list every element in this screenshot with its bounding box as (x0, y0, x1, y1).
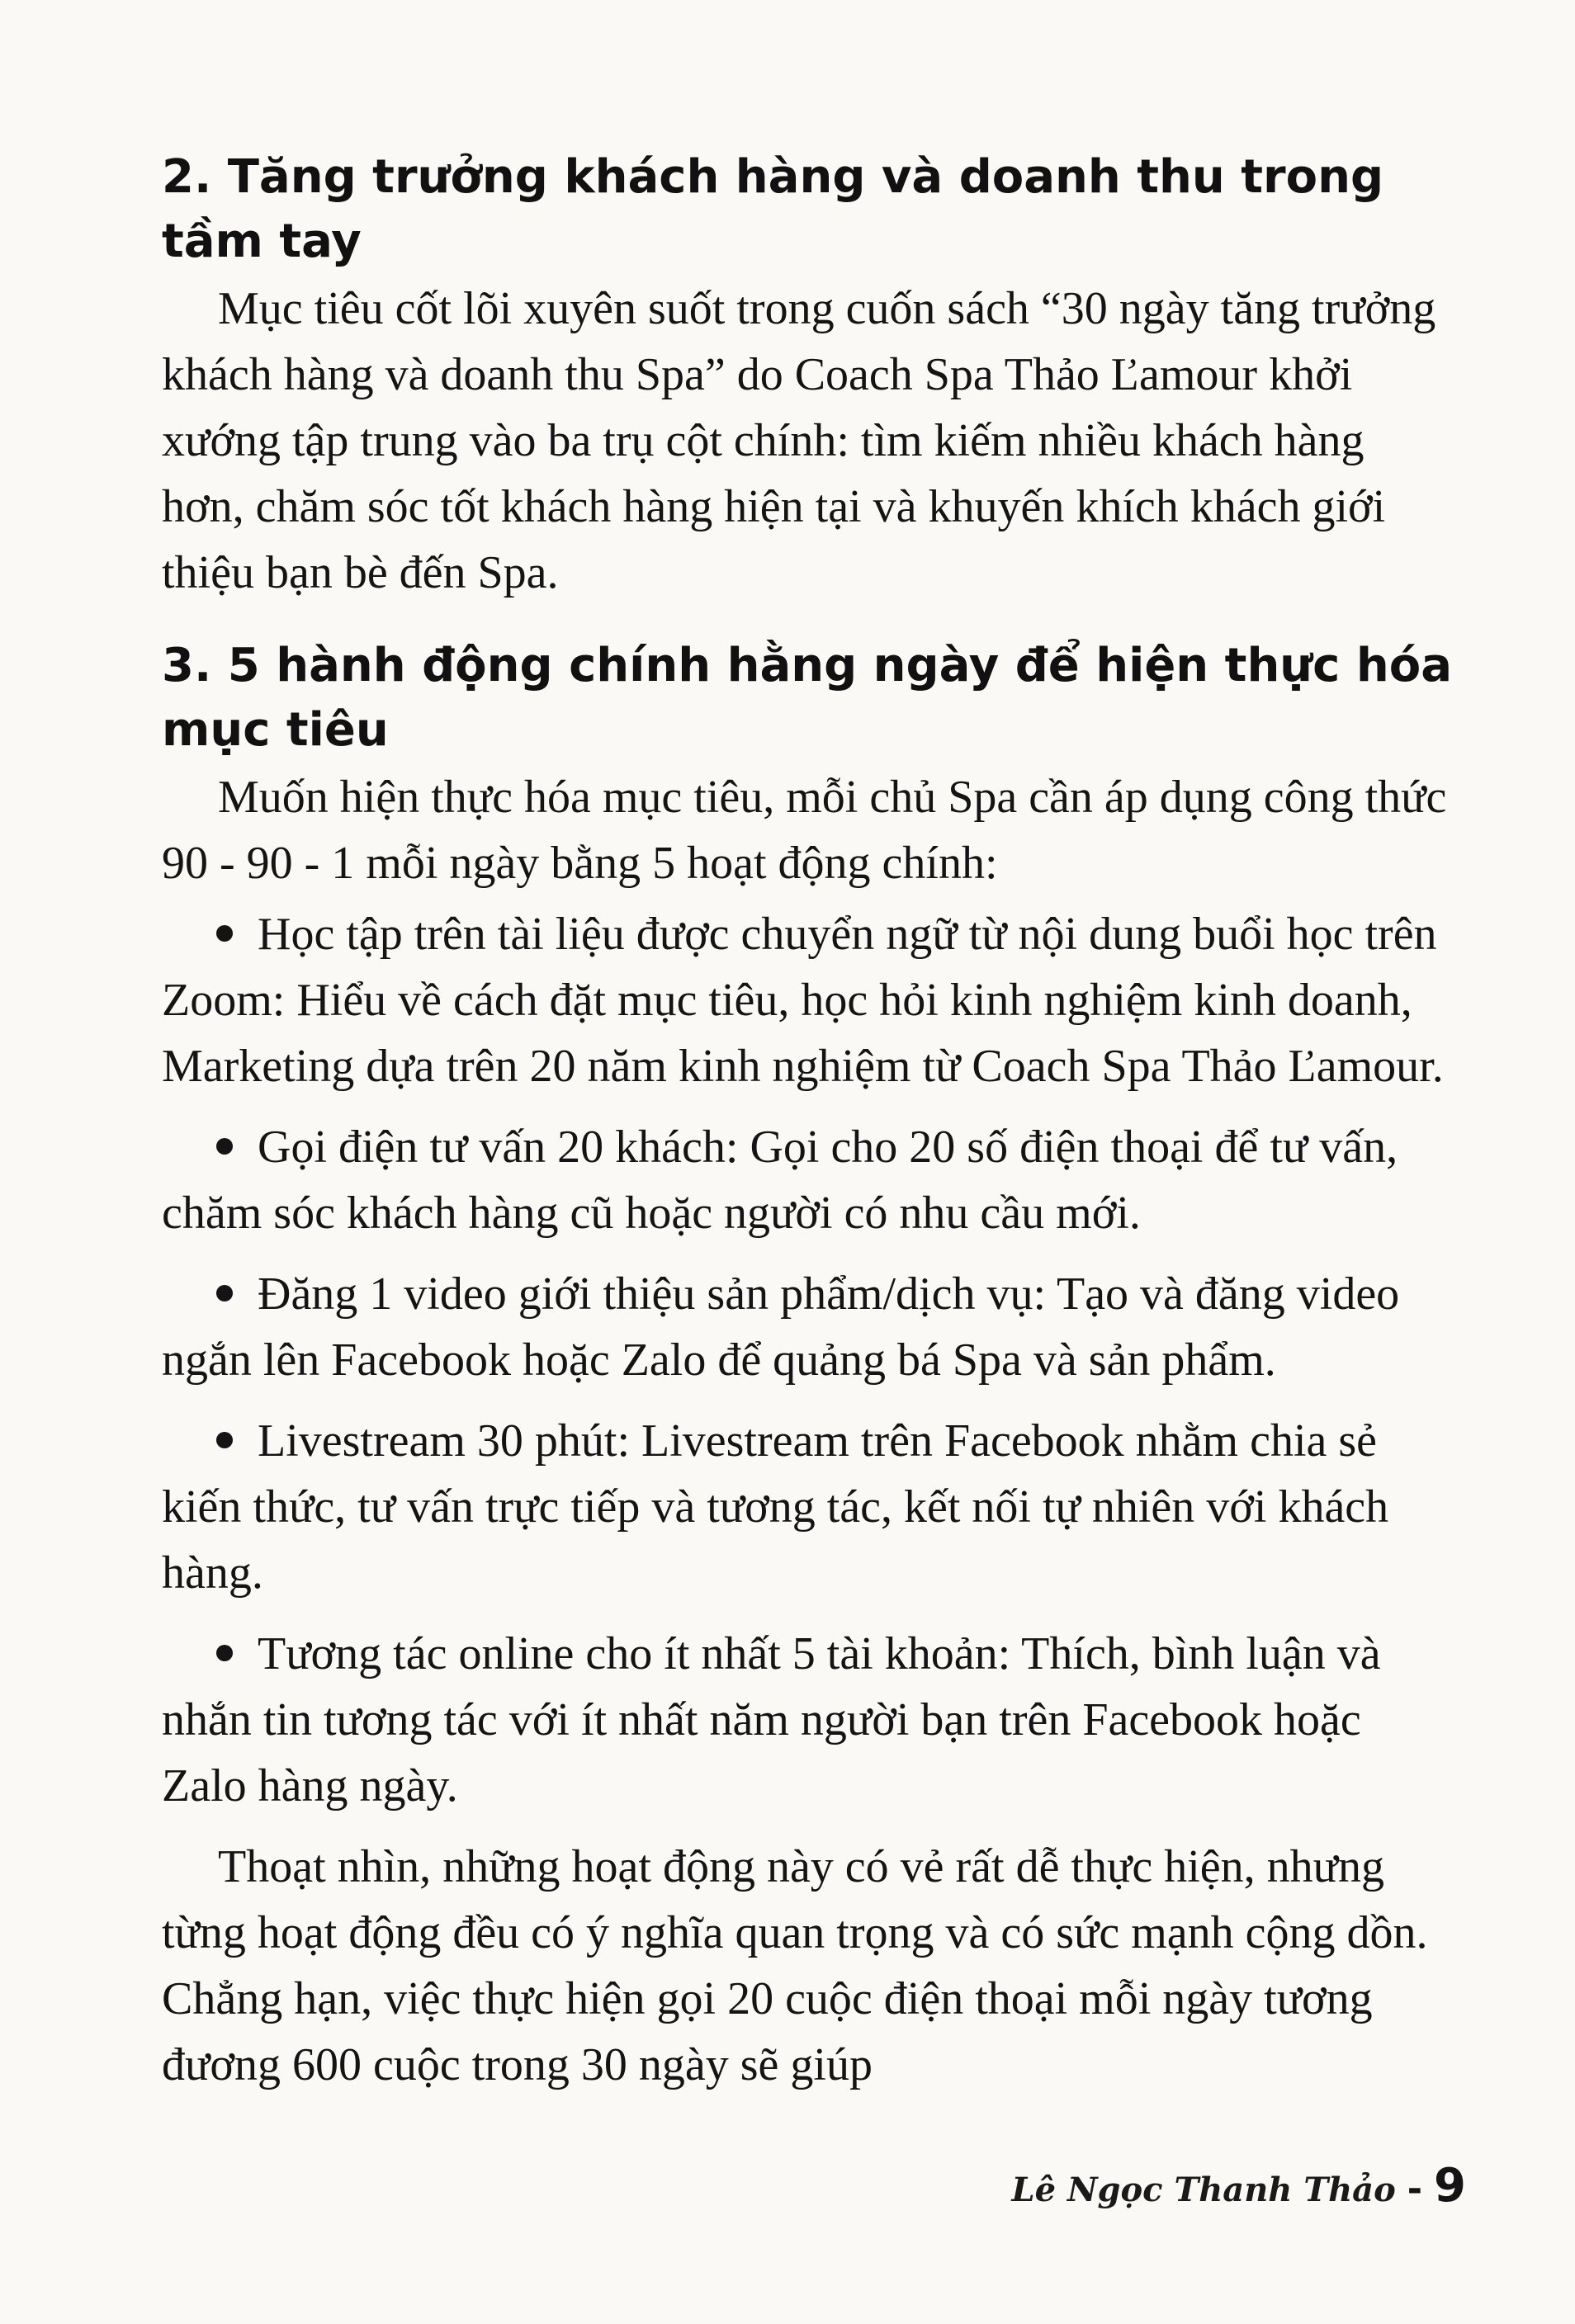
bullet-icon (216, 1285, 233, 1301)
list-item (162, 1621, 1454, 1819)
list-item (162, 1408, 1454, 1606)
page-footer (1011, 2159, 1466, 2213)
bullet-icon (216, 1432, 233, 1448)
section-2-heading: 2. Tăng trưởng khách hàng và doanh thu trong tầm tay (162, 150, 1384, 268)
page-number: 9 (1434, 2159, 1466, 2213)
list-item-text: Livestream 30 phút: Livestream trên Facebook nhằm chia sẻ kiến thức, tư vấn trực tiếp và tương tác, kết nối tự nhiên với khách hàng. (162, 1415, 1389, 1599)
bullet-icon (216, 925, 233, 942)
page-content (162, 145, 1454, 2098)
bullet-icon (216, 1138, 233, 1155)
footer-separator: - (1407, 2168, 1423, 2210)
bullet-icon (216, 1645, 233, 1661)
list-item (162, 1114, 1454, 1246)
list-item-text: Học tập trên tài liệu được chuyển ngữ từ nội dung buổi học trên Zoom: Hiểu về cách đặt mục tiêu, học hỏi kinh nghiệm kinh doanh, Marketing dựa trên 20 năm kinh nghiệm từ Coach Spa Thảo Ľamour. (162, 909, 1444, 1092)
closing-paragraph: Thoạt nhìn, những hoạt động này có vẻ rất dễ thực hiện, nhưng từng hoạt động đều có ý nghĩa quan trọng và có sức mạnh cộng dồn. Chẳng hạn, việc thực hiện gọi 20 cuộc điện thoại mỗi ngày tương đương 600 cuộc trong 30 ngày sẽ giúp (162, 1841, 1428, 2090)
list-item (162, 1261, 1454, 1393)
list-item-text: Đăng 1 video giới thiệu sản phẩm/dịch vụ: Tạo và đăng video ngắn lên Facebook hoặc Zalo để quảng bá Spa và sản phẩm. (162, 1268, 1400, 1386)
list-item (162, 901, 1454, 1099)
list-item-text: Tương tác online cho ít nhất 5 tài khoản: Thích, bình luận và nhắn tin tương tác với ít nhất năm người bạn trên Facebook hoặc Zalo hàng ngày. (162, 1628, 1381, 1811)
section-2-paragraph: Mục tiêu cốt lõi xuyên suốt trong cuốn sách “30 ngày tăng trưởng khách hàng và doanh thu Spa” do Coach Spa Thảo Ľamour khởi xướng tập trung vào ba trụ cột chính: tìm kiếm nhiều khách hàng hơn, chăm sóc tốt khách hàng hiện tại và khuyến khích khách giới thiệu bạn bè đến Spa. (162, 283, 1436, 598)
section-3-heading: 3. 5 hành động chính hằng ngày để hiện thực hóa mục tiêu (162, 639, 1452, 757)
list-item-text: Gọi điện tư vấn 20 khách: Gọi cho 20 số điện thoại để tư vấn, chăm sóc khách hàng cũ hoặc người có nhu cầu mới. (162, 1122, 1398, 1239)
section-3-intro: Muốn hiện thực hóa mục tiêu, mỗi chủ Spa cần áp dụng công thức 90 - 90 - 1 mỗi ngày bằng 5 hoạt động chính: (162, 772, 1447, 889)
activity-list (162, 901, 1454, 1819)
author-name: Lê Ngọc Thanh Thảo (1011, 2170, 1396, 2209)
